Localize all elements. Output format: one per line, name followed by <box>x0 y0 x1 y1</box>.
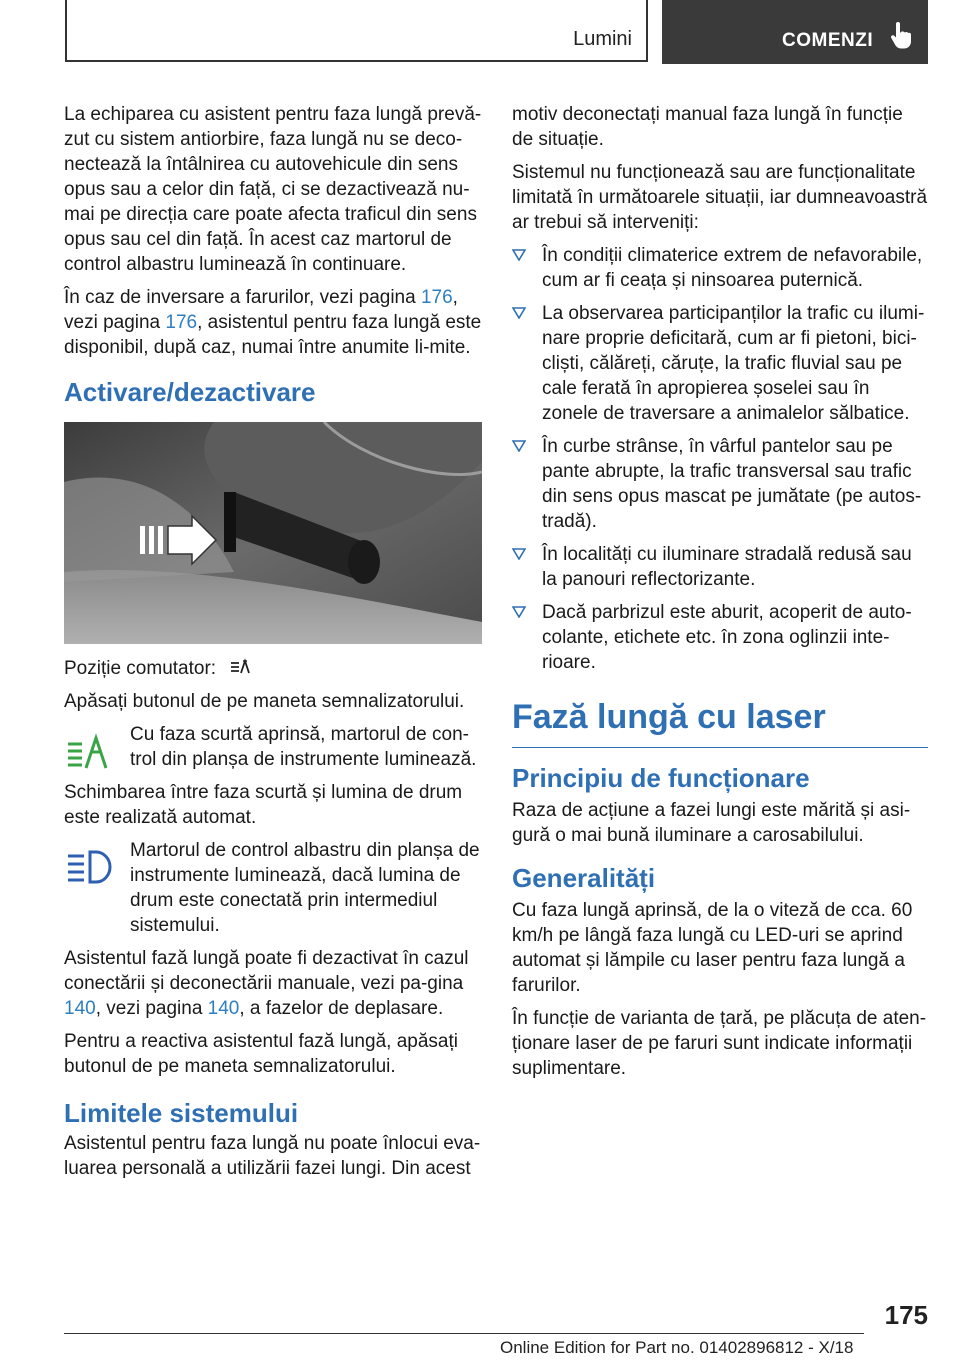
paragraph-deactivation: Asistentul fază lungă poate fi dezactivat în cazul conectării și deconectării manuale, vezi pa-gina 140, vezi pagina 140, a fazelor de deplasare. <box>64 948 469 1019</box>
paragraph-principle: Raza de acțiune a fazei lungi este mărită și asi-gură o mai bună iluminare a carosabilului. <box>512 800 911 846</box>
section-tab <box>65 0 648 62</box>
high-beam-indicator-icon <box>64 846 114 888</box>
paragraph-auto-switch: Schimbarea între faza scurtă și lumina de drum este realizată automat. <box>64 782 463 828</box>
switch-position-label: Poziție comutator: <box>64 656 482 681</box>
heading-principle: Principiu de funcționare <box>512 763 810 793</box>
page-link-176-b[interactable]: 176 <box>165 312 198 333</box>
high-beam-note: Martorul de control albastru din planșa de instrumente luminează, dacă lumina de drum este conectată prin intermediul sistemului. <box>64 838 482 938</box>
list-item: În curbe strânse, în vârful pantelor sau pe pante abrupte, la trafic transversal sau trafic din sens opus mascat pe jumătate (pe autos-tradă). <box>512 434 928 534</box>
page-link-176-a[interactable]: 176 <box>420 287 453 308</box>
high-beam-assist-icon <box>229 657 255 677</box>
left-column <box>64 102 482 1189</box>
page-link-140-b[interactable]: 140 <box>207 998 240 1019</box>
paragraph-antiglare: La echiparea cu asistent pentru faza lungă prevă-zut cu sistem antiorbire, faza lungă nu se deco-nectează la întâlnirea cu autovehicule din sens opus sau a celor din față, ci se dezactivează nu-mai pe direcția care poate afecta traficul din sens opus sau cel din față. În acest caz martorul de control albastru luminează în continuare. <box>64 104 482 275</box>
heading-laser-high-beam: Fază lungă cu laser <box>512 695 928 748</box>
section-title: Lumini <box>573 28 632 50</box>
paragraph-system-limited: Sistemul nu funcționează sau are funcționalitate limitată în următoarele situații, iar dumneavoastră ar trebui să interveniți: <box>512 162 928 233</box>
heading-system-limits: Limitele sistemului <box>64 1098 299 1128</box>
low-beam-note: Cu faza scurtă aprinsă, martorul de con-trol din planșa de instrumente luminează. <box>64 722 482 772</box>
triangle-bullet-icon <box>512 249 526 261</box>
paragraph-headlight-inversion: În caz de inversare a farurilor, vezi pagina 176, vezi pagina 176, asistentul pentru faza lungă este disponibil, după caz, numai între anumite li-mite. <box>64 287 482 358</box>
right-column <box>512 102 928 1089</box>
paragraph-continued: motiv deconectați manual faza lungă în funcție de situație. <box>512 104 903 150</box>
list-item: În condiții climaterice extrem de nefavorabile, cum ar fi ceața și ninsoarea puternică. <box>512 243 928 293</box>
chapter-tab <box>662 0 928 64</box>
press-button-instruction: Apăsați butonul de pe maneta semnalizatorului. <box>64 691 465 712</box>
footer-divider <box>64 1333 864 1334</box>
triangle-bullet-icon <box>512 307 526 319</box>
heading-general: Generalități <box>512 863 656 893</box>
high-beam-assist-indicator-icon <box>64 730 114 772</box>
turn-signal-lever-photo <box>64 422 482 644</box>
page-link-140-a[interactable]: 140 <box>64 998 96 1019</box>
page-header <box>65 0 928 64</box>
paragraph-reactivation: Pentru a reactiva asistentul fază lungă, apăsați butonul de pe maneta semnalizatorului. <box>64 1031 458 1077</box>
paragraph-limits: Asistentul pentru faza lungă nu poate înlocui eva-luarea personală a utilizării fazei lungi. Din acest <box>64 1133 481 1179</box>
paragraph-general: Cu faza lungă aprinsă, de la o viteză de cca. 60 km/h pe lângă faza lungă cu LED-uri se aprind automat și lămpile cu laser pentru faza lungă a farurilor. <box>512 900 913 996</box>
heading-activation: Activare/dezactivare <box>64 377 316 407</box>
footer-edition: Online Edition for Part no. 01402896812 - X/18 <box>500 1338 854 1357</box>
triangle-bullet-icon <box>512 440 526 452</box>
triangle-bullet-icon <box>512 548 526 560</box>
lever-illustration <box>64 422 482 644</box>
list-item: În localități cu iluminare stradală redusă sau la panouri reflectorizante. <box>512 542 928 592</box>
list-item: La observarea participanților la trafic cu ilumi-nare proprie deficitară, cum ar fi pietoni, bici-cliști, călăreți, căruțe, la trafic fluvial sau pe cale ferată în apropierea șoselei sau în zonele de traversare a animalelor sălbatice. <box>512 301 928 426</box>
list-item: Dacă parbrizul este aburit, acoperit de auto-colante, etichete etc. în zona oglinzii inte-rioare. <box>512 600 928 675</box>
chapter-title: COMENZI <box>782 30 874 51</box>
paragraph-country-variant: În funcție de varianta de țară, pe plăcuța de aten-ționare laser de pe faruri sunt indicate informații suplimentare. <box>512 1008 927 1079</box>
limitations-list <box>512 243 928 675</box>
page-number: 175 <box>884 1300 928 1330</box>
hand-pointer-icon <box>890 22 912 50</box>
triangle-bullet-icon <box>512 606 526 618</box>
